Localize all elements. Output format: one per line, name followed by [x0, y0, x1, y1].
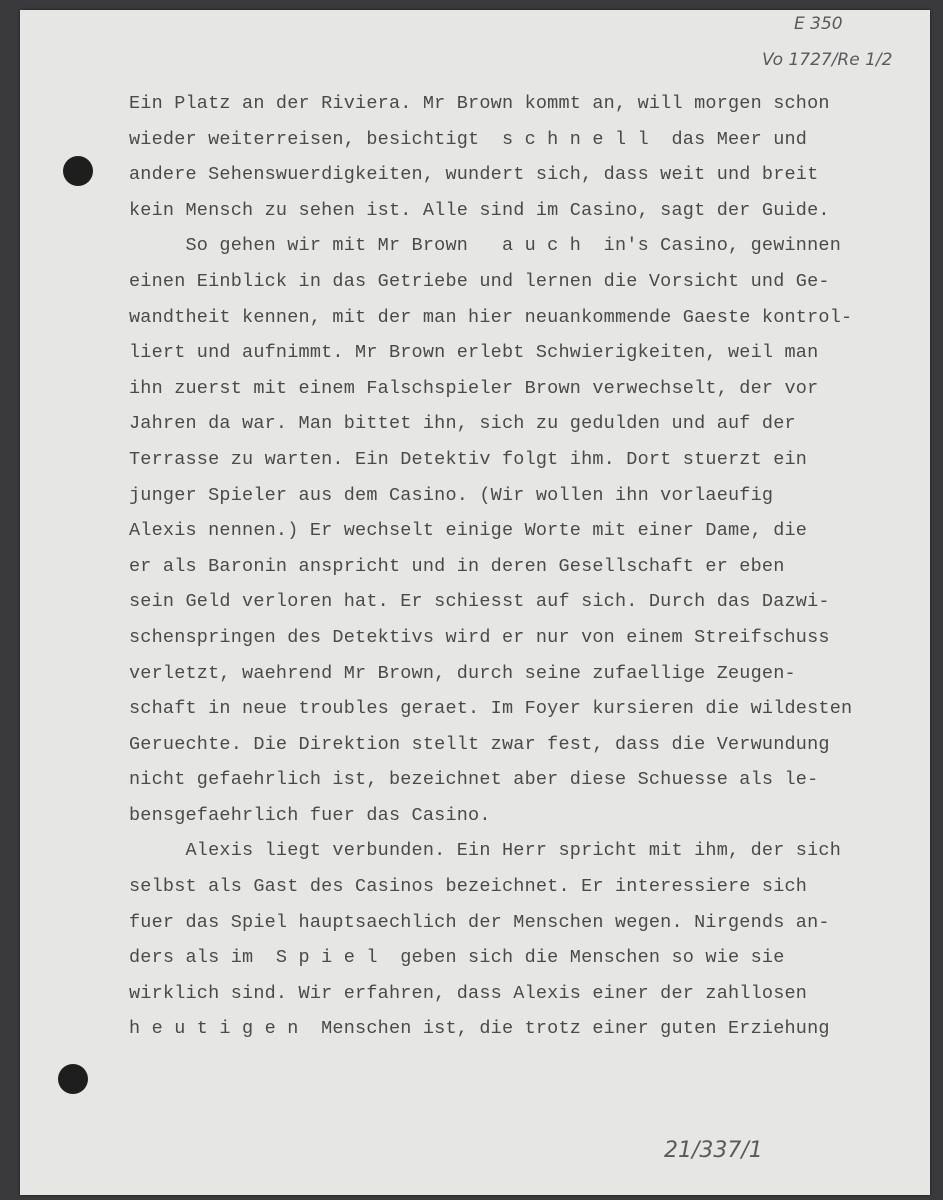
typescript-line: kein Mensch zu sehen ist. Alle sind im Casino, sagt der Guide.: [129, 199, 830, 221]
typescript-line: So gehen wir mit Mr Brown a u c h in's Casino, gewinnen: [129, 235, 842, 257]
typescript-line: liert und aufnimmt. Mr Brown erlebt Schwierigkeiten, weil man: [129, 342, 819, 364]
typescript-line: sein Geld verloren hat. Er schiesst auf sich. Durch das Dazwi-: [129, 591, 830, 613]
typescript-line: verletzt, waehrend Mr Brown, durch seine zufaellige Zeugen-: [129, 662, 796, 684]
typescript-line: wieder weiterreisen, besichtigt s c h n e l l das Meer und: [129, 128, 808, 150]
typescript-line: ders als im S p i e l geben sich die Menschen so wie sie: [129, 947, 785, 969]
archive-mark-folio: 21/337/1: [664, 1138, 763, 1163]
typescript-line: andere Sehenswuerdigkeiten, wundert sich, dass weit und breit: [129, 164, 819, 186]
typescript-line: bensgefaehrlich fuer das Casino.: [129, 804, 491, 826]
typescript-line: h e u t i g e n Menschen ist, die trotz einer guten Erziehung: [129, 1018, 830, 1040]
typescript-line: Alexis nennen.) Er wechselt einige Worte mit einer Dame, die: [129, 520, 808, 542]
archive-mark-reference: Vo 1727/Re 1/2: [762, 50, 893, 70]
typescript-line: schenspringen des Detektivs wird er nur von einem Streifschuss: [129, 626, 830, 648]
typescript-line: ihn zuerst mit einem Falschspieler Brown verwechselt, der vor: [129, 377, 819, 399]
typescript-line: einen Einblick in das Getriebe und lernen die Vorsicht und Ge-: [129, 270, 830, 292]
typescript-line: Jahren da war. Man bittet ihn, sich zu gedulden und auf der: [129, 413, 796, 435]
typescript-line: selbst als Gast des Casinos bezeichnet. Er interessiere sich: [129, 876, 808, 898]
typescript-line: wirklich sind. Wir erfahren, dass Alexis einer der zahllosen: [129, 982, 808, 1004]
typescript-line: er als Baronin anspricht und in deren Gesellschaft er eben: [129, 555, 785, 577]
archive-mark-e-number: E 350: [794, 14, 843, 34]
typescript-line: Terrasse zu warten. Ein Detektiv folgt ihm. Dort stuerzt ein: [129, 448, 808, 470]
punch-hole-bottom: [58, 1064, 88, 1094]
typescript-line: Geruechte. Die Direktion stellt zwar fest, dass die Verwundung: [129, 733, 830, 755]
punch-hole-top: [63, 156, 93, 186]
typescript-line: schaft in neue troubles geraet. Im Foyer kursieren die wildesten: [129, 698, 853, 720]
typescript-body: [129, 86, 909, 1047]
typescript-line: Alexis liegt verbunden. Ein Herr spricht mit ihm, der sich: [129, 840, 842, 862]
typescript-line: junger Spieler aus dem Casino. (Wir wollen ihn vorlaeufig: [129, 484, 774, 506]
typescript-line: wandtheit kennen, mit der man hier neuankommende Gaeste kontrol-: [129, 306, 853, 328]
typescript-line: Ein Platz an der Riviera. Mr Brown kommt an, will morgen schon: [129, 93, 830, 114]
typescript-line: nicht gefaehrlich ist, bezeichnet aber diese Schuesse als le-: [129, 769, 819, 791]
typescript-line: fuer das Spiel hauptsaechlich der Menschen wegen. Nirgends an-: [129, 911, 830, 933]
